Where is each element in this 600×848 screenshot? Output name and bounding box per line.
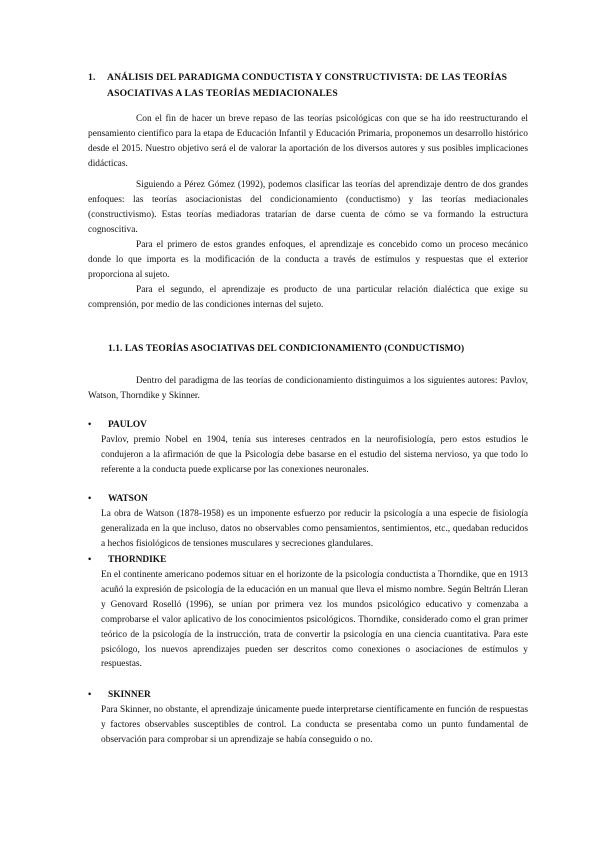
author-text-thorndike: En el continente americano podemos situar en el horizonte de la psicología conductista a Thorndike, que en 1913 acuñó la expresión de psicología de la educación en un manual que lleva el mismo nombre. Según Beltrán Lleran y Genovard Roselló (1996), se unían por primera vez los mundos psicológico educativo y comenzaba a comprobarse el valor aplicativo de los conocimientos psicológicos. Thorndike, considerado como el gran primer teórico de la psicología de la instrucción, trata de convertir la psicología en una ciencia cuantitativa. Para este psicólogo, los nuevos aprendizajes pueden ser descritos como conexiones o asociaciones de estímulos y respuestas. (101, 570, 528, 670)
author-heading-watson (88, 492, 148, 507)
bullet-icon: • (88, 494, 92, 504)
author-name: WATSON (108, 494, 148, 504)
author-name: SKINNER (108, 690, 151, 700)
paragraph-first-approach: Para el primero de estos grandes enfoques, el aprendizaje es concebido como un proceso mecánico donde lo que importa es la modificación de la conducta a través de estímulos y respuestas que el exterior proporciona al sujeto. (88, 240, 528, 280)
author-name: THORNDIKE (108, 555, 167, 565)
author-heading-skinner (88, 688, 151, 703)
bullet-icon: • (88, 555, 92, 565)
section-1-heading (88, 70, 528, 102)
paragraph-intro: Con el fin de hacer un breve repaso de las teorías psicológicas con que se ha ido reestructurando el pensamiento científico para la etapa de Educación Infantil y Educación Primaria, proponemos un desarrollo histórico desde el 2015. Nuestro objetivo será el de valorar la aportación de los diversos autores y sus posibles implicaciones didácticas. (88, 114, 528, 169)
paragraph-authors-intro: Dentro del paradigma de las teorías de condicionamiento distinguimos a los siguientes autores: Pavlov, Watson, Thorndike y Skinner. (88, 376, 528, 401)
section-1-1-heading: 1.1. LAS TEORÍAS ASOCIATIVAS DEL CONDICIONAMIENTO (CONDUCTISMO) (108, 344, 465, 354)
bullet-icon: • (88, 420, 92, 430)
paragraph-perez-gomez: Siguiendo a Pérez Gómez (1992), podemos clasificar las teorías del aprendizaje dentro de dos grandes enfoques: las teorías asociacionistas del condicionamiento (conductismo) y las teorías mediacionales (constructivismo). Estas teorías mediadoras tratarían de darse cuenta de cómo se va formando la estructura cognoscitiva. (88, 180, 528, 235)
paragraph-second-approach: Para el segundo, el aprendizaje es producto de una particular relación dialéctica que exige su comprensión, por medio de las condiciones internas del sujeto. (88, 285, 528, 310)
section-1-number: 1. (88, 72, 96, 83)
author-text-watson: La obra de Watson (1878-1958) es un imponente esfuerzo por reducir la psicología a una especie de fisiología generalizada en la que incluso, datos no observables como pensamientos, sentimientos, etc., quedaban reducidos a hechos fisiológicos de tensiones musculares y secreciones glandulares. (101, 509, 528, 549)
author-text-paulov: Pavlov, premio Nobel en 1904, tenía sus intereses centrados en la neurofisiología, pero estos estudios le condujeron a la afirmación de que la Psicología debe basarse en el estudio del sistema nervioso, ya que todo lo referente a la conducta puede explicarse por las conexiones neuronales. (101, 435, 528, 475)
section-1-title: ANÁLISIS DEL PARADIGMA CONDUCTISTA Y CONSTRUCTIVISTA: DE LAS TEORÍAS ASOCIATIVAS A LAS TEORÍAS MEDIACIONALES (107, 72, 508, 99)
author-heading-paulov (88, 418, 147, 433)
author-text-skinner: Para Skinner, no obstante, el aprendizaje únicamente puede interpretarse científicamente en función de respuestas y factores observables susceptibles de control. La conducta se presentaba como un punto fundamental de observación para comprobar si un aprendizaje se había conseguido o no. (101, 705, 528, 745)
author-heading-thorndike (88, 553, 166, 568)
author-name: PAULOV (108, 420, 147, 430)
bullet-icon: • (88, 690, 92, 700)
